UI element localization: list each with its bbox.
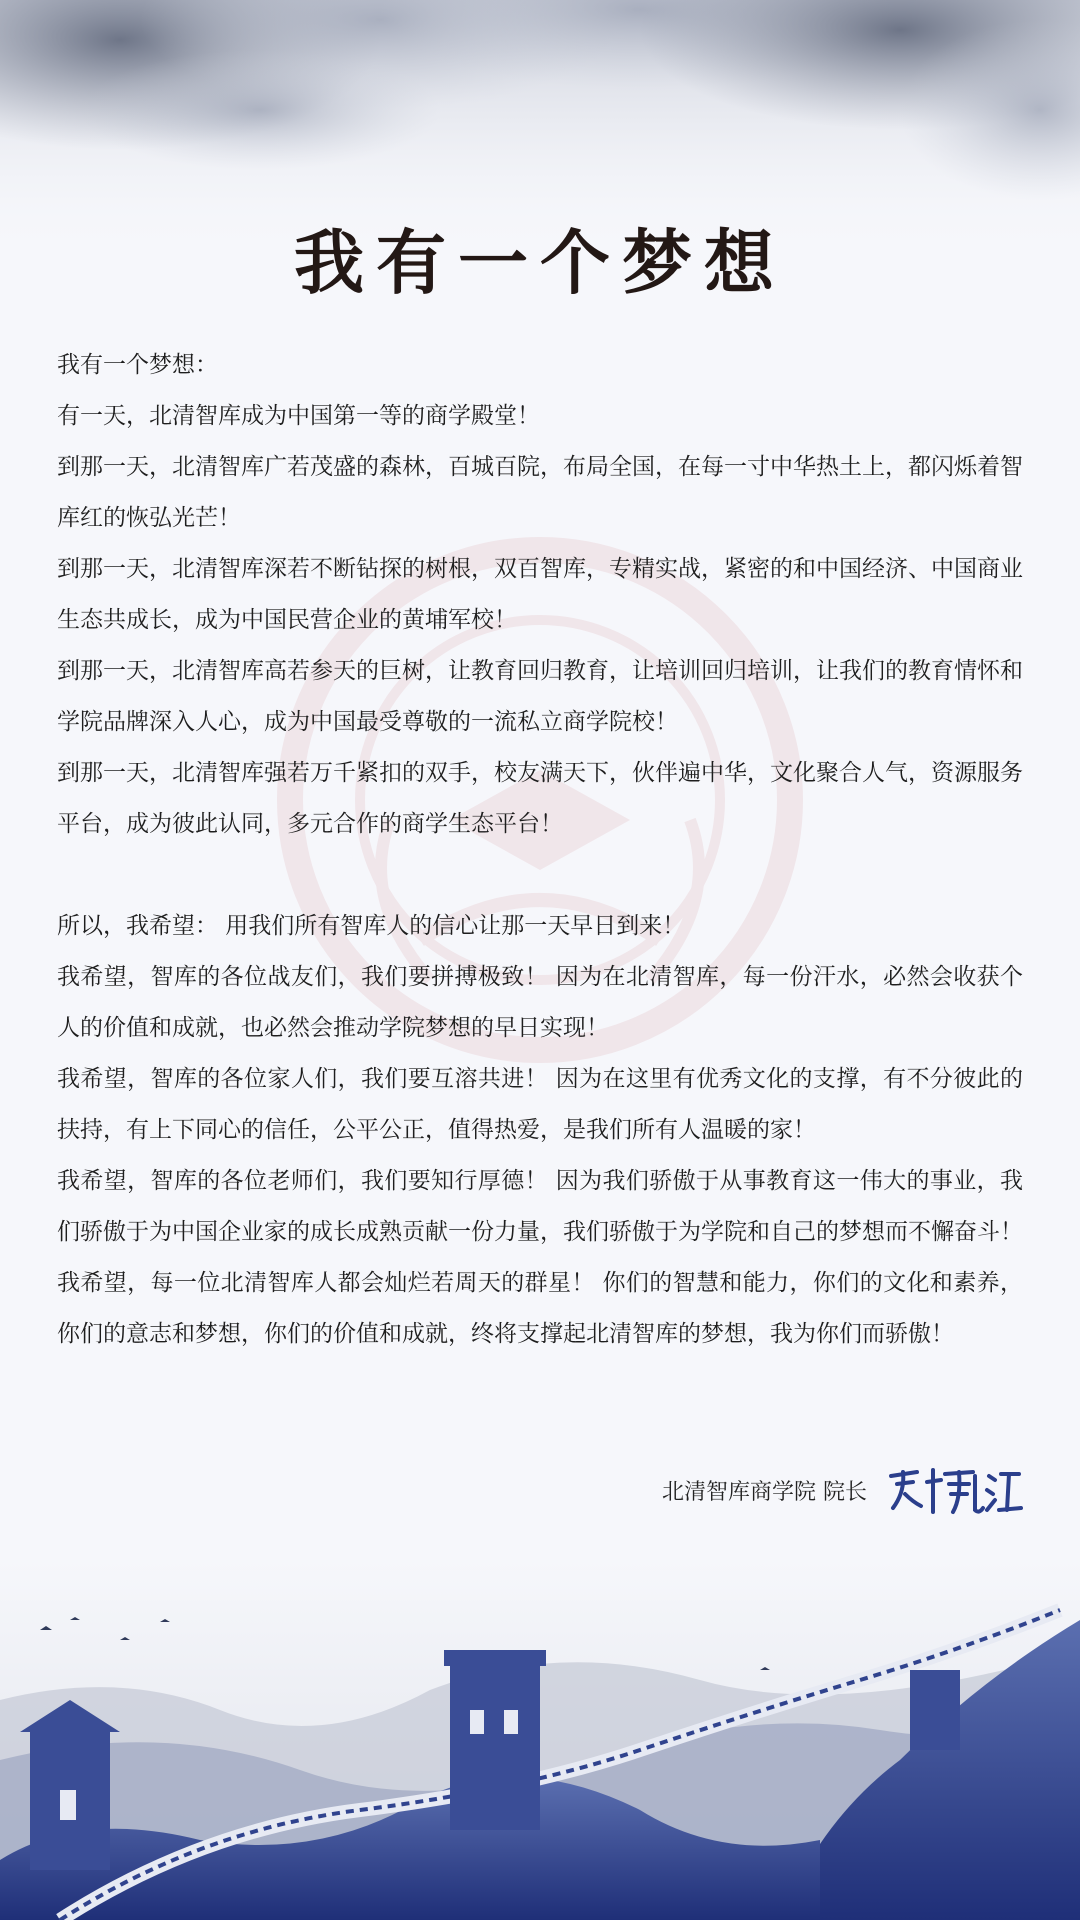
paragraph: 我希望，每一位北清智库人都会灿烂若周天的群星！ 你们的智慧和能力，你们的文化和素养，你们的意志和梦想，你们的价值和成就，终将支撑起北清智库的梦想，我为你们而骄傲！ (57, 1270, 1023, 1347)
paragraph: 我希望，智库的各位老师们，我们要知行厚德！ 因为我们骄傲于从事教育这一伟大的事业，我们骄傲于为中国企业家的成长成熟贡献一份力量，我们骄傲于为学院和自己的梦想而不懈奋斗！ (57, 1168, 1023, 1245)
paragraph: 所以，我希望： 用我们所有智库人的信心让那一天早日到来！ (57, 913, 686, 939)
letter-body (57, 340, 1023, 1360)
signature-title: 北清智库商学院 院长 (662, 1479, 867, 1505)
signature-block (600, 1462, 1023, 1518)
paragraph: 有一天，北清智库成为中国第一等的商学殿堂！ (57, 403, 540, 429)
great-wall-landscape (0, 1560, 1080, 1920)
paragraph: 到那一天，北清智库广若茂盛的森林，百城百院，布局全国，在每一寸中华热土上，都闪烁着智库红的恢弘光芒！ (57, 454, 1023, 531)
paragraph: 到那一天，北清智库高若参天的巨树，让教育回归教育，让培训回归培训，让我们的教育情怀和学院品牌深入人心，成为中国最受尊敬的一流私立商学院校！ (57, 658, 1023, 735)
paragraph-gap (57, 850, 1023, 901)
paragraph: 到那一天，北清智库深若不断钻探的树根，双百智库，专精实战，紧密的和中国经济、中国商业生态共成长，成为中国民营企业的黄埔军校！ (57, 556, 1023, 633)
paragraph: 我有一个梦想： (57, 352, 218, 378)
paragraph: 到那一天，北清智库强若万千紧扣的双手，校友满天下，伙伴遍中华，文化聚合人气，资源服务平台，成为彼此认同，多元合作的商学生态平台！ (57, 760, 1023, 837)
paragraph: 我希望，智库的各位家人们，我们要互溶共进！ 因为在这里有优秀文化的支撑，有不分彼此的扶持，有上下同心的信任，公平公正，值得热爱，是我们所有人温暖的家！ (57, 1066, 1023, 1143)
paragraph: 我希望，智库的各位战友们，我们要拼搏极致！ 因为在北清智库，每一份汗水，必然会收获个人的价值和成就，也必然会推动学院梦想的早日实现！ (57, 964, 1023, 1041)
handwritten-signature (883, 1462, 1023, 1518)
page-title: 我有一个梦想 (294, 221, 786, 304)
